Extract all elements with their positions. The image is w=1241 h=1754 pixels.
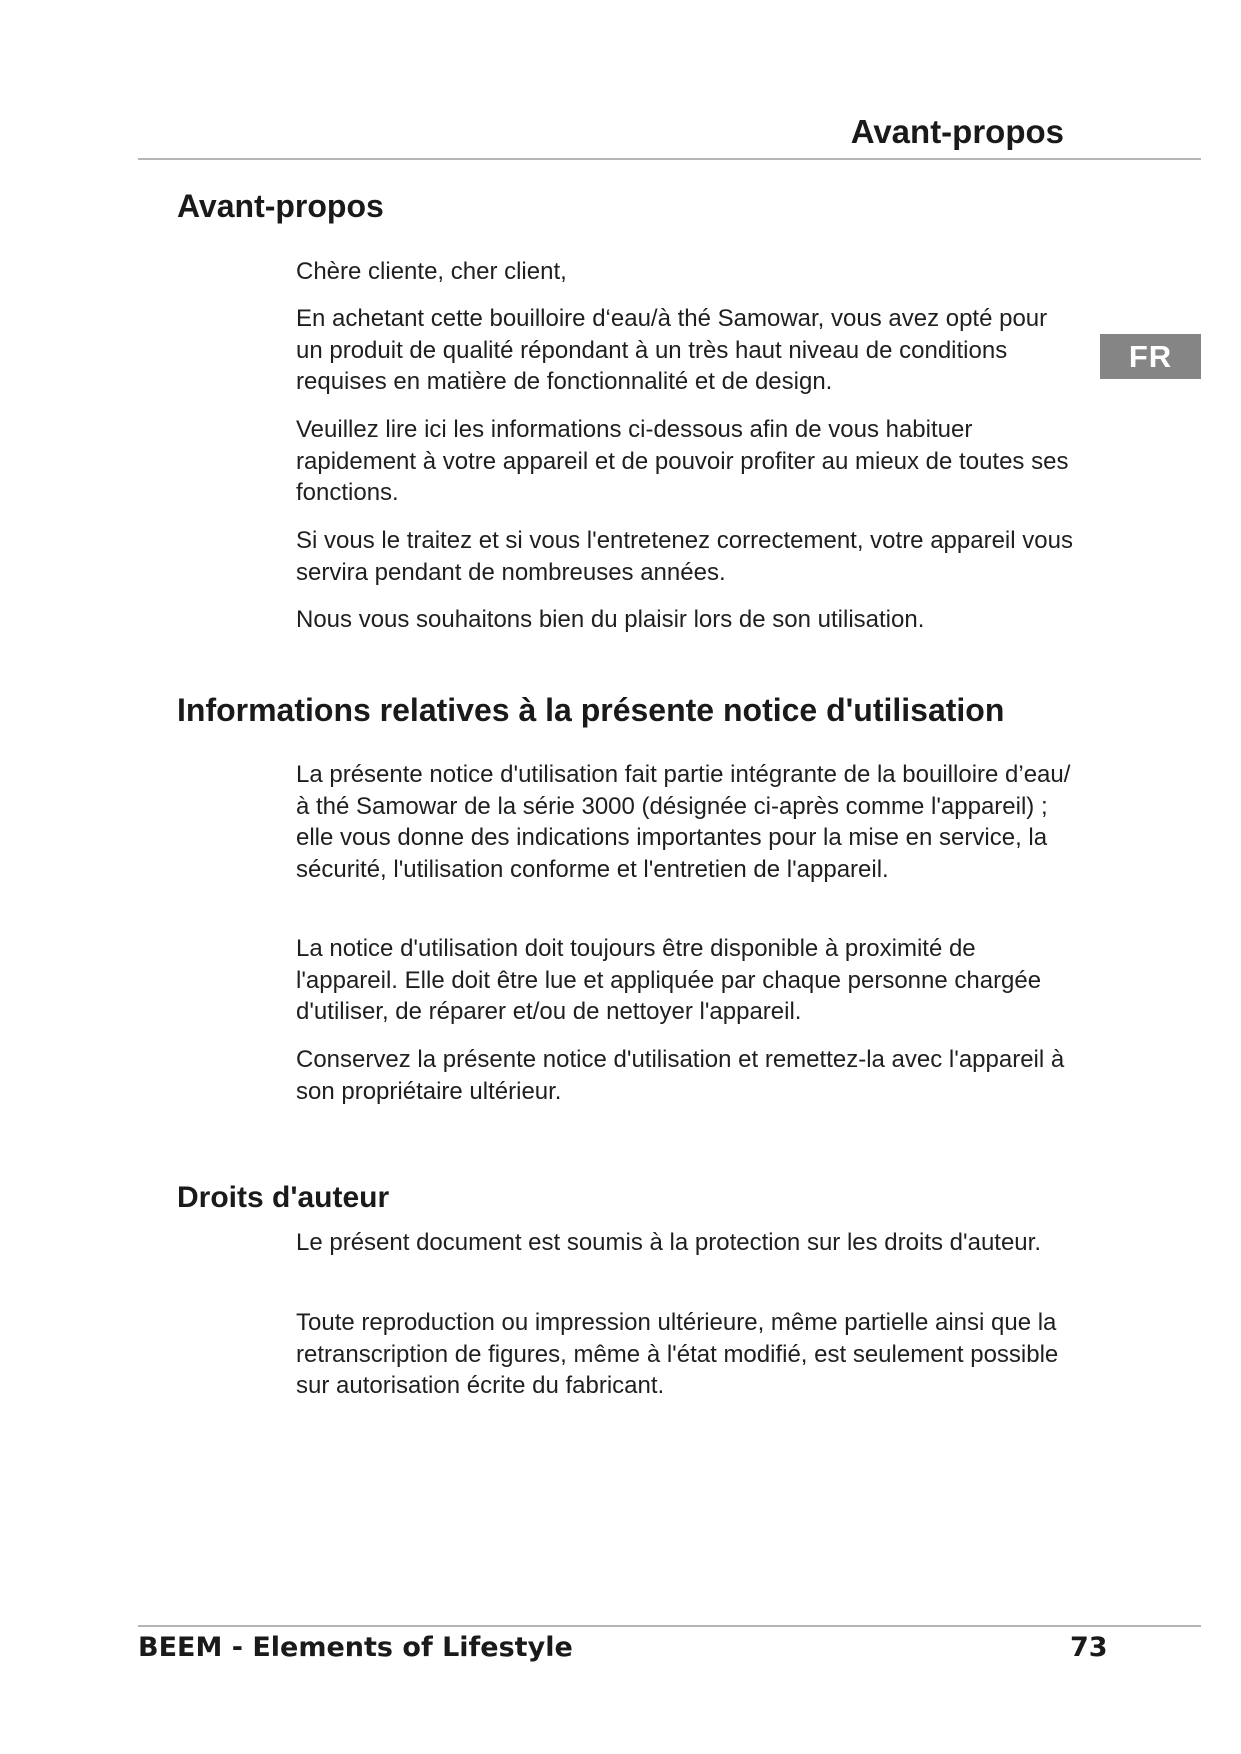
paragraph: La notice d'utilisation doit toujours être disponible à proximité de l'appareil. Elle doit être lue et appliquée par chaque personne chargée d'utiliser, de réparer et/ou de nettoyer l'appareil. bbox=[296, 935, 1042, 1025]
section-heading-droits-auteur: Droits d'auteur bbox=[177, 1181, 390, 1214]
footer-divider bbox=[138, 1625, 1201, 1627]
paragraph: Nous vous souhaitons bien du plaisir lors de son utilisation. bbox=[296, 606, 925, 633]
section-heading-avant-propos: Avant-propos bbox=[177, 188, 384, 224]
footer-brand: BEEM - Elements of Lifestyle bbox=[138, 1632, 573, 1663]
paragraph: Veuillez lire ici les informations ci-dessous afin de vous habituer rapidement à votre appareil et de pouvoir profiter au mieux de toutes ses fonctions. bbox=[296, 416, 1069, 506]
paragraph: En achetant cette bouilloire d‘eau/à thé Samowar, vous avez opté pour un produit de qualité répondant à un très haut niveau de conditions requises en matière de fonctionnalité et de design. bbox=[296, 305, 1048, 395]
page-number: 73 bbox=[1070, 1632, 1108, 1663]
paragraph: Conservez la présente notice d'utilisation et remettez-la avec l'appareil à son propriétaire ultérieur. bbox=[296, 1046, 1065, 1105]
paragraph: Chère cliente, cher client, bbox=[296, 258, 567, 285]
page-header-title: Avant-propos bbox=[850, 113, 1064, 150]
paragraph: La présente notice d'utilisation fait partie intégrante de la bouilloire d’eau/à thé Samowar de la série 3000 (désignée ci-après comme l'appareil) ; elle vous donne des indications importantes pour la mise en service, la sécurité, l'utilisation conforme et l'entretien de l'appareil. bbox=[296, 761, 1071, 883]
section-heading-informations: Informations relatives à la présente notice d'utilisation bbox=[177, 692, 1005, 728]
header-divider bbox=[138, 158, 1201, 160]
paragraph: Si vous le traitez et si vous l'entretenez correctement, votre appareil vous servira pendant de nombreuses années. bbox=[296, 527, 1073, 586]
paragraph: Toute reproduction ou impression ultérieure, même partielle ainsi que la retranscription de figures, même à l'état modifié, est seulement possible sur autorisation écrite du fabricant. bbox=[296, 1309, 1059, 1399]
paragraph: Le présent document est soumis à la protection sur les droits d'auteur. bbox=[296, 1229, 1041, 1256]
language-badge: FR bbox=[1100, 334, 1201, 379]
